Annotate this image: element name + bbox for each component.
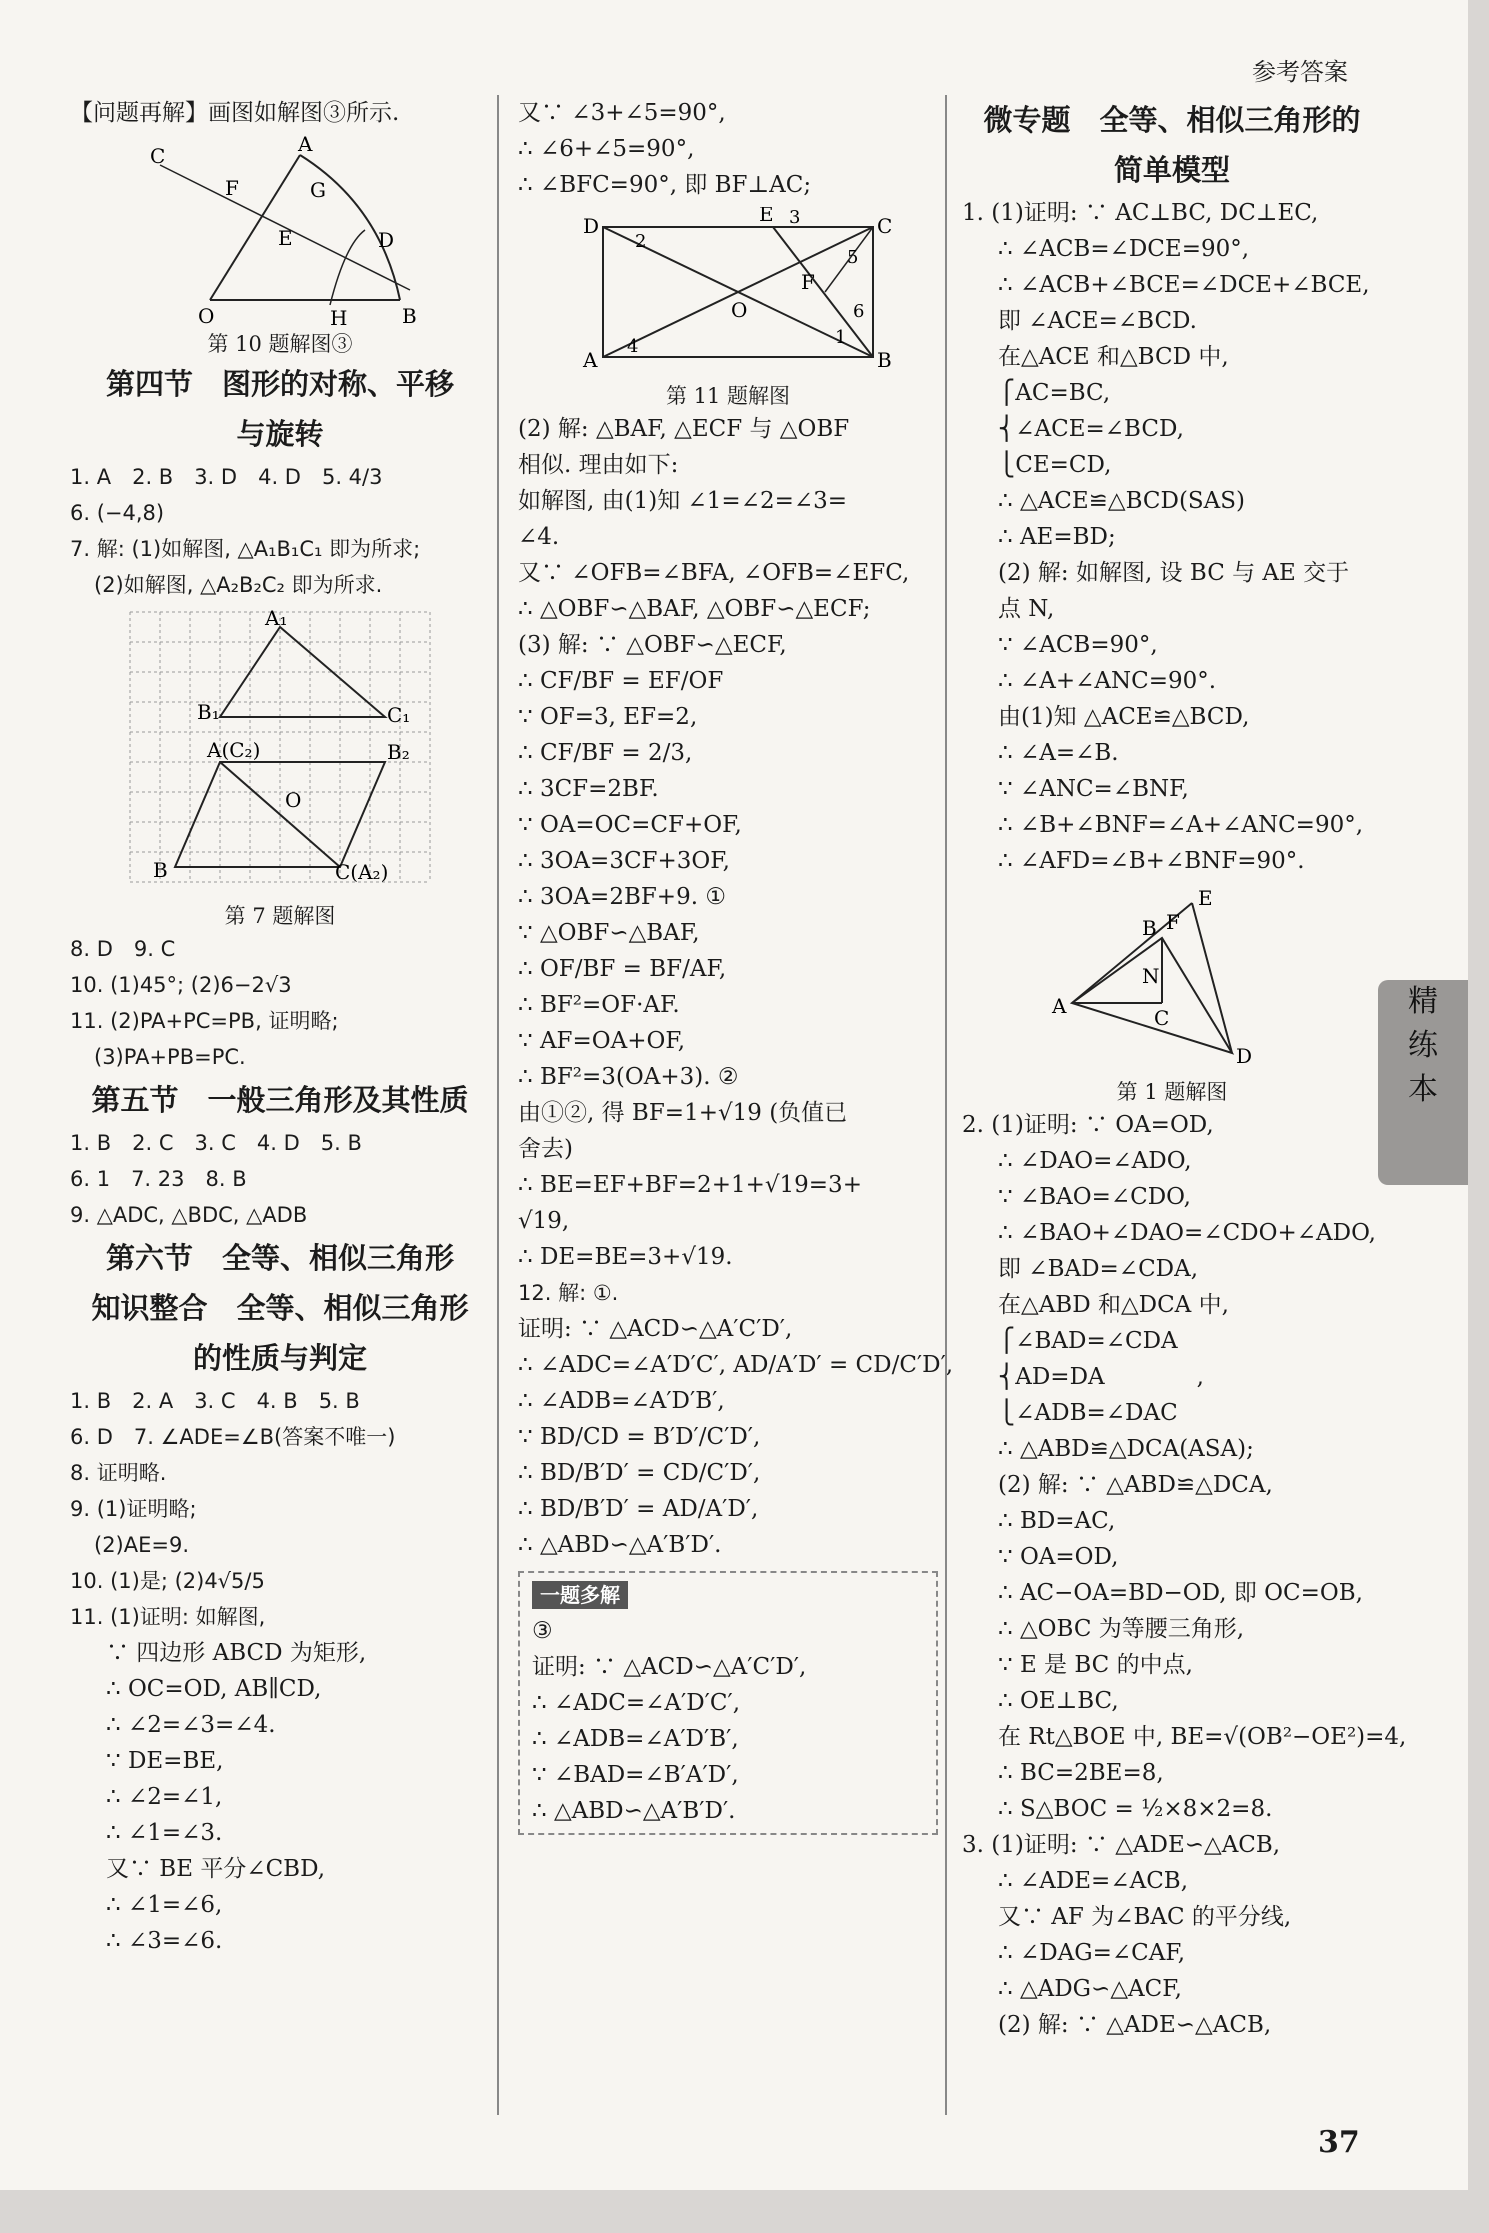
alt-solution-box xyxy=(518,1571,938,1835)
proof-line: ∴ △ADG∽△ACF, xyxy=(998,1976,1182,2002)
proof-line: 相似. 理由如下: xyxy=(518,452,679,478)
fig11-label: 6 xyxy=(853,301,865,322)
proof-line: ∵ ∠ACB=90°, xyxy=(998,632,1158,658)
proof-line: ∴ BE=EF+BF=2+1+√19=3+ xyxy=(518,1172,862,1198)
fig1-label: F xyxy=(1166,910,1180,934)
fig7-label: A(C₂) xyxy=(207,738,261,762)
proof-line: ∴ BD=AC, xyxy=(998,1508,1116,1534)
side-tab-char: 练 xyxy=(1408,1028,1438,1063)
column-separator xyxy=(945,95,947,2115)
side-tab-char: 精 xyxy=(1408,984,1438,1019)
proof-line: 在 Rt△BOE 中, BE=√(OB²−OE²)=4, xyxy=(998,1724,1407,1750)
proof-line: ∴ OE⊥BC, xyxy=(998,1688,1119,1714)
page-number: 37 xyxy=(1318,2125,1360,2160)
proof-line: 又∵ BE 平分∠CBD, xyxy=(106,1856,326,1882)
fig10-label: D xyxy=(378,228,395,252)
fig11-rectangle-diagram xyxy=(563,207,893,377)
proof-line: ∴ ∠1=∠6, xyxy=(106,1892,223,1918)
proof-line: 即 ∠BAD=∠CDA, xyxy=(998,1256,1199,1282)
topic-title-cont: 简单模型 xyxy=(1113,153,1230,187)
proof-line: ∴ ∠BFC=90°, 即 BF⊥AC; xyxy=(518,172,812,198)
answer-line: 1. B 2. C 3. C 4. D 5. B xyxy=(70,1131,362,1155)
proof-line: ∵ DE=BE, xyxy=(106,1748,224,1774)
proof-line: 由(1)知 △ACE≌△BCD, xyxy=(998,704,1250,730)
column-3 xyxy=(962,95,1407,2043)
proof-line: ∴ ∠DAG=∠CAF, xyxy=(998,1940,1186,1966)
answer-line: (3)PA+PB=PC. xyxy=(94,1045,246,1069)
proof-line: ∴ ∠2=∠3=∠4. xyxy=(106,1712,276,1738)
proof-line: ∴ △OBF∽△BAF, △OBF∽△ECF; xyxy=(518,596,871,622)
fig1-label: N xyxy=(1142,964,1160,988)
fig10-label: H xyxy=(330,306,348,325)
answer-line: 1. A 2. B 3. D 4. D 5. 4/3 xyxy=(70,465,383,489)
fig1-label: B xyxy=(1142,916,1157,940)
proof-line: 又∵ ∠3+∠5=90°, xyxy=(518,100,726,126)
section-4-title-cont: 与旋转 xyxy=(236,417,324,451)
answer-line: 1. B 2. A 3. C 4. B 5. B xyxy=(70,1389,360,1413)
proof-line: ∴ ∠ACB=∠DCE=90°, xyxy=(998,236,1250,262)
proof-line: 又∵ AF 为∠BAC 的平分线, xyxy=(998,1904,1292,1930)
proof-line: 又∵ ∠OFB=∠BFA, ∠OFB=∠EFC, xyxy=(518,560,910,586)
proof-line: ∴ ∠A=∠B. xyxy=(998,740,1119,766)
fig7-label: B₂ xyxy=(387,740,410,764)
proof-line: ∴ BF²=OF·AF. xyxy=(518,992,680,1018)
proof-line: 3. (1)证明: ∵ △ADE∽△ACB, xyxy=(962,1832,1281,1858)
proof-line: ∴ △ABD∽△A′B′D′. xyxy=(532,1798,736,1824)
fig7-label: C₁ xyxy=(387,703,411,727)
proof-line: ∴ AE=BD; xyxy=(998,524,1116,550)
proof-line: ⎨∠ACE=∠BCD, xyxy=(998,416,1184,442)
topic-title: 微专题 全等、相似三角形的 xyxy=(983,103,1361,137)
proof-line: (2) 解: △BAF, △ECF 与 △OBF xyxy=(518,416,850,442)
knowledge-title-cont: 的性质与判定 xyxy=(192,1341,367,1375)
column-2 xyxy=(518,95,954,1835)
proof-line: ∴ CF/BF = EF/OF xyxy=(518,668,724,694)
proof-line: ∴ ∠2=∠1, xyxy=(106,1784,223,1810)
proof-line: 点 N, xyxy=(998,596,1055,622)
answer-line: 6. 1 7. 23 8. B xyxy=(70,1167,247,1191)
proof-line: 由①②, 得 BF=1+√19 (负值已 xyxy=(518,1100,848,1126)
proof-line: (3) 解: ∵ △OBF∽△ECF, xyxy=(518,632,787,658)
proof-line: ∴ ∠6+∠5=90°, xyxy=(518,136,695,162)
proof-line: ∵ △OBF∽△BAF, xyxy=(518,920,700,946)
fig11-caption: 第 11 题解图 xyxy=(665,384,791,408)
fig1-label: D xyxy=(1236,1044,1253,1068)
section-5-title: 第五节 一般三角形及其性质 xyxy=(91,1083,469,1117)
answer-line: 10. (1)是; (2)4√5/5 xyxy=(70,1569,265,1593)
proof-line: ∵ ∠ANC=∠BNF, xyxy=(998,776,1189,802)
answer-line: 10. (1)45°; (2)6−2√3 xyxy=(70,973,292,997)
proof-line: ⎧AC=BC, xyxy=(998,380,1111,406)
proof-line: ⎨AD=DA , xyxy=(998,1364,1204,1390)
answer-line: 11. (1)证明: 如解图, xyxy=(70,1605,266,1629)
fig1-caption: 第 1 题解图 xyxy=(1116,1080,1228,1104)
proof-line: ∴ BC=2BE=8, xyxy=(998,1760,1164,1786)
column-1 xyxy=(70,95,490,1959)
proof-line: 证明: ∵ △ACD∽△A′C′D′, xyxy=(532,1654,807,1680)
proof-line: 在△ACE 和△BCD 中, xyxy=(998,344,1229,370)
proof-line: ∵ BD/CD = B′D′/C′D′, xyxy=(518,1424,761,1450)
fig7-label: B xyxy=(153,858,168,882)
fig11-label: F xyxy=(801,270,815,294)
proof-line: ∵ OA=OD, xyxy=(998,1544,1119,1570)
column-separator xyxy=(497,95,499,2115)
answer-line: 8. 证明略. xyxy=(70,1461,167,1485)
answer-line: (2)如解图, △A₂B₂C₂ 即为所求. xyxy=(94,573,383,597)
proof-line: ∵ ∠BAO=∠CDO, xyxy=(998,1184,1191,1210)
fig11-label: E xyxy=(759,207,774,226)
proof-line: ③ xyxy=(532,1618,553,1644)
fig11-label: A xyxy=(583,348,598,372)
proof-line: ∴ S△BOC = ½×8×2=8. xyxy=(998,1796,1273,1822)
proof-line: ∵ E 是 BC 的中点, xyxy=(998,1652,1193,1678)
fig10-caption: 第 10 题解图③ xyxy=(207,332,353,356)
proof-line: ∴ BD/B′D′ = AD/A′D′, xyxy=(518,1496,759,1522)
fig1-triangles-diagram xyxy=(1042,883,1302,1073)
fig10-label: F xyxy=(225,176,239,200)
proof-line: ∴ ∠1=∠3. xyxy=(106,1820,223,1846)
proof-line: 证明: ∵ △ACD∽△A′C′D′, xyxy=(518,1316,793,1342)
proof-line: ∴ ∠BAO+∠DAO=∠CDO+∠ADO, xyxy=(998,1220,1376,1246)
proof-line: ∴ 3OA=2BF+9. ① xyxy=(518,884,726,910)
fig11-label: 5 xyxy=(847,247,859,268)
answer-line: 6. (−4,8) xyxy=(70,501,165,525)
proof-line: ∴ ∠ADC=∠A′D′C′, AD/A′D′ = CD/C′D′, xyxy=(518,1352,954,1378)
proof-line: ∴ ∠AFD=∠B+∠BNF=90°. xyxy=(998,848,1305,874)
fig11-label: B xyxy=(877,348,892,372)
fig7-label: C(A₂) xyxy=(335,860,389,884)
proof-line: ∴ △ABD∽△A′B′D′. xyxy=(518,1532,722,1558)
answer-line: 9. △ADC, △BDC, △ADB xyxy=(70,1203,308,1227)
fig11-label: C xyxy=(877,214,893,238)
proof-line: 如解图, 由(1)知 ∠1=∠2=∠3= xyxy=(518,488,848,514)
proof-line: ∴ BF²=3(OA+3). ② xyxy=(518,1064,739,1090)
proof-line: 1. (1)证明: ∵ AC⊥BC, DC⊥EC, xyxy=(962,200,1319,226)
proof-line: ∴ CF/BF = 2/3, xyxy=(518,740,693,766)
fig11-label: 1 xyxy=(835,327,847,348)
intro-line: 【问题再解】画图如解图③所示. xyxy=(70,100,400,126)
proof-line: ∴ △ABD≌△DCA(ASA); xyxy=(998,1436,1254,1462)
proof-line: ⎩CE=CD, xyxy=(998,452,1112,478)
fig10-label: C xyxy=(150,144,166,168)
fig1-label: C xyxy=(1154,1006,1170,1030)
fig7-label: A₁ xyxy=(265,607,288,630)
header-label: 参考答案 xyxy=(1252,58,1348,86)
fig11-label: 2 xyxy=(635,231,647,252)
proof-line: ∴ AC−OA=BD−OD, 即 OC=OB, xyxy=(998,1580,1363,1606)
proof-line: ⎧∠BAD=∠CDA xyxy=(998,1328,1178,1354)
fig7-label: B₁ xyxy=(197,700,220,724)
proof-line: 2. (1)证明: ∵ OA=OD, xyxy=(962,1112,1214,1138)
proof-line: ∴ DE=BE=3+√19. xyxy=(518,1244,733,1270)
fig10-label: E xyxy=(278,226,293,250)
fig10-diagram xyxy=(130,135,430,325)
proof-line: ∴ ∠ADB=∠A′D′B′, xyxy=(518,1388,725,1414)
proof-line: ∵ ∠BAD=∠B′A′D′, xyxy=(532,1762,739,1788)
proof-line: ∵ OF=3, EF=2, xyxy=(518,704,698,730)
answer-line: 9. (1)证明略; xyxy=(70,1497,197,1521)
proof-line: ∴ ∠3=∠6. xyxy=(106,1928,223,1954)
proof-line: ∴ ∠ACB+∠BCE=∠DCE+∠BCE, xyxy=(998,272,1370,298)
fig11-label: D xyxy=(583,214,600,238)
knowledge-title: 知识整合 全等、相似三角形 xyxy=(91,1291,469,1325)
fig11-label: O xyxy=(731,298,748,322)
proof-line: ∴ ∠B+∠BNF=∠A+∠ANC=90°, xyxy=(998,812,1364,838)
proof-line: 舍去) xyxy=(518,1136,573,1162)
section-4-title: 第四节 图形的对称、平移 xyxy=(105,367,454,401)
fig10-label: A xyxy=(298,135,313,156)
fig1-label: A xyxy=(1052,994,1067,1018)
side-tab xyxy=(1378,980,1468,1185)
proof-line: ∴ ∠ADE=∠ACB, xyxy=(998,1868,1189,1894)
proof-line: (2) 解: ∵ △ADE∽△ACB, xyxy=(998,2012,1272,2038)
answer-line: 12. 解: ①. xyxy=(518,1281,619,1305)
proof-line: ∴ 3CF=2BF. xyxy=(518,776,659,802)
proof-line: ∴ △ACE≌△BCD(SAS) xyxy=(998,488,1246,514)
proof-line: 即 ∠ACE=∠BCD. xyxy=(998,308,1197,334)
answer-line: 7. 解: (1)如解图, △A₁B₁C₁ 即为所求; xyxy=(70,537,421,561)
proof-line: ∴ △OBC 为等腰三角形, xyxy=(998,1616,1245,1642)
fig7-grid-diagram xyxy=(125,607,435,897)
fig11-label: 3 xyxy=(789,207,801,228)
proof-line: ∵ 四边形 ABCD 为矩形, xyxy=(106,1640,367,1666)
proof-line: ∵ OA=OC=CF+OF, xyxy=(518,812,742,838)
section-6-title: 第六节 全等、相似三角形 xyxy=(105,1241,454,1275)
answer-line: (2)AE=9. xyxy=(94,1533,190,1557)
fig10-label: B xyxy=(402,304,417,325)
proof-line: (2) 解: ∵ △ABD≌△DCA, xyxy=(998,1472,1273,1498)
proof-line: ∴ ∠ADC=∠A′D′C′, xyxy=(532,1690,741,1716)
proof-line: ∴ ∠DAO=∠ADO, xyxy=(998,1148,1192,1174)
fig7-label: O xyxy=(285,788,302,812)
fig1-label: E xyxy=(1198,886,1213,910)
proof-line: ∴ OC=OD, AB∥CD, xyxy=(106,1676,322,1702)
answer-line: 11. (2)PA+PC=PB, 证明略; xyxy=(70,1009,339,1033)
proof-line: √19, xyxy=(518,1208,570,1234)
answer-line: 6. D 7. ∠ADE=∠B(答案不唯一) xyxy=(70,1425,396,1449)
proof-line: ∴ 3OA=3CF+3OF, xyxy=(518,848,730,874)
fig7-caption: 第 7 题解图 xyxy=(224,904,336,928)
side-tab-char: 本 xyxy=(1408,1072,1438,1107)
proof-line: ∵ AF=OA+OF, xyxy=(518,1028,686,1054)
alt-solution-tag: 一题多解 xyxy=(532,1581,628,1609)
fig11-label: 4 xyxy=(627,336,639,357)
proof-line: ∴ OF/BF = BF/AF, xyxy=(518,956,727,982)
fig10-label: O xyxy=(198,304,215,325)
proof-line: ⎩∠ADB=∠DAC xyxy=(998,1400,1178,1426)
proof-line: ∴ ∠ADB=∠A′D′B′, xyxy=(532,1726,739,1752)
proof-line: (2) 解: 如解图, 设 BC 与 AE 交于 xyxy=(998,560,1350,586)
proof-line: ∴ ∠A+∠ANC=90°. xyxy=(998,668,1217,694)
answer-line: 8. D 9. C xyxy=(70,937,176,961)
fig10-label: G xyxy=(310,178,326,202)
proof-line: 在△ABD 和△DCA 中, xyxy=(998,1292,1229,1318)
proof-line: ∠4. xyxy=(518,524,560,550)
proof-line: ∴ BD/B′D′ = CD/C′D′, xyxy=(518,1460,761,1486)
